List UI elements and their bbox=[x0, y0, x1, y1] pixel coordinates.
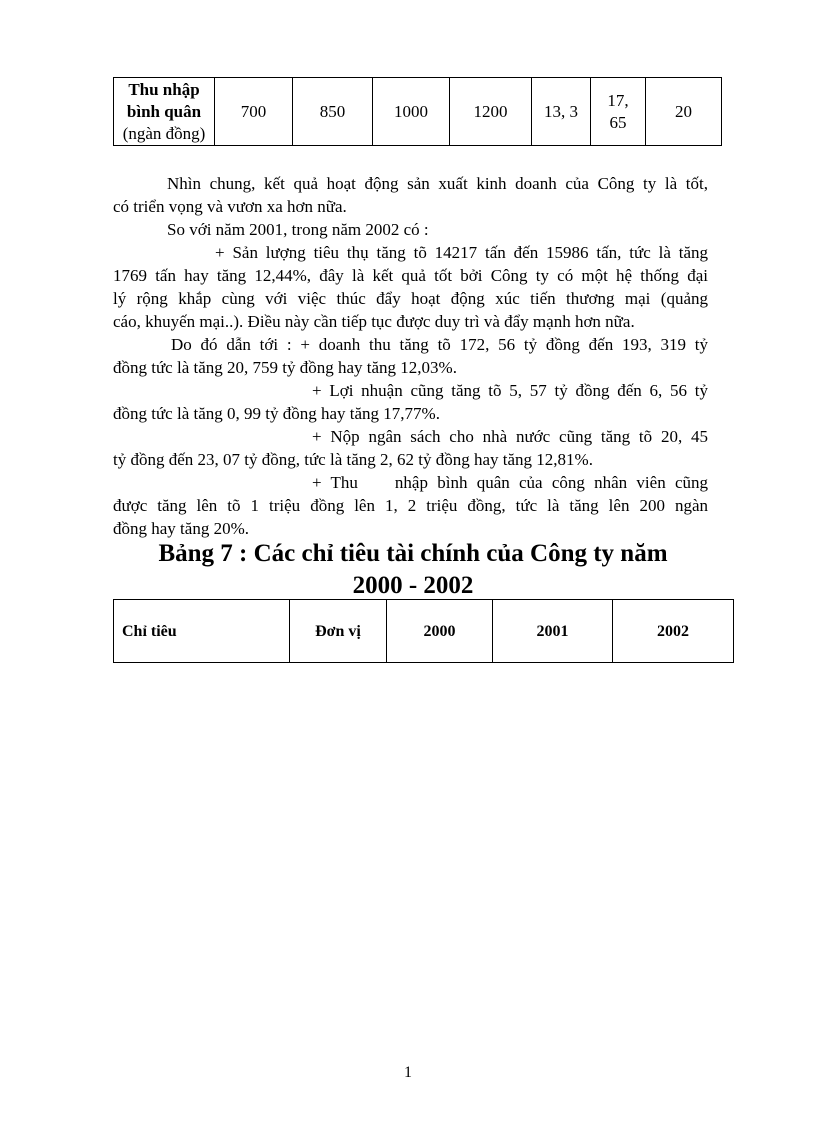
paragraph-line: cáo, khuyến mại..). Điều này cần tiếp tục được duy trì và đẩy mạnh hơn nữa. bbox=[113, 312, 635, 331]
table-cell: 1200 bbox=[450, 78, 532, 146]
table-row bbox=[114, 78, 722, 146]
table-header-row bbox=[114, 600, 734, 663]
paragraph-line: + Lợi nhuận cũng tăng tõ 5, 57 tỷ đồng đến 6, 56 tỷ bbox=[312, 381, 708, 400]
paragraph-line: Do đó dẫn tới : + doanh thu tăng tõ 172, 56 tỷ đồng đến 193, 319 tỷ bbox=[171, 335, 708, 354]
table-header-cell: Chỉ tiêu bbox=[114, 600, 290, 663]
paragraph-line: có triển vọng và vươn xa hơn nữa. bbox=[113, 197, 347, 216]
table-header-cell: 2000 bbox=[387, 600, 493, 663]
heading-line: Bảng 7 : Các chỉ tiêu tài chính của Công ty năm bbox=[158, 540, 668, 567]
paragraph-line: + Nộp ngân sách cho nhà nước cũng tăng tõ 20, 45 bbox=[312, 427, 708, 446]
paragraph-line: tỷ đồng đến 23, 07 tỷ đồng, tức là tăng 2, 62 tỷ đồng hay tăng 12,81%. bbox=[113, 450, 593, 469]
paragraph-line: + Sản lượng tiêu thụ tăng tõ 14217 tấn đến 15986 tấn, tức là tăng bbox=[215, 243, 708, 262]
paragraph-line: 1769 tấn hay tăng 12,44%, đây là kết quả tốt bởi Công ty có một hệ thống đại bbox=[113, 266, 708, 285]
page-number: 1 bbox=[404, 1064, 412, 1081]
table-cell: 850 bbox=[293, 78, 373, 146]
row-label-cell bbox=[114, 78, 215, 146]
paragraph-line: được tăng lên tõ 1 triệu đồng lên 1, 2 triệu đồng, tức là tăng lên 200 ngàn bbox=[113, 496, 708, 515]
row-label-line: bình quân bbox=[126, 101, 202, 121]
body-text bbox=[113, 172, 708, 540]
paragraph-line: đồng tức là tăng 20, 759 tỷ đồng hay tăng 12,03%. bbox=[113, 358, 457, 377]
paragraph-line: lý rộng khắp cùng với việc thúc đẩy hoạt động xúc tiến thương mại (quảng bbox=[113, 289, 708, 308]
table-cell: 20 bbox=[646, 78, 722, 146]
heading-line: 2000 - 2002 bbox=[352, 572, 474, 599]
paragraph-line: đồng tức là tăng 0, 99 tỷ đồng hay tăng 17,77%. bbox=[113, 404, 440, 423]
paragraph-line: Nhìn chung, kết quả hoạt động sản xuất kinh doanh của Công ty là tốt, bbox=[167, 174, 708, 193]
table-header-cell: 2002 bbox=[613, 600, 734, 663]
row-label-line: Thu nhập bbox=[128, 79, 200, 99]
table-heading bbox=[113, 538, 713, 602]
financial-indicators-table bbox=[113, 599, 734, 663]
table-cell: 1000 bbox=[373, 78, 450, 146]
paragraph-line: So với năm 2001, trong năm 2002 có : bbox=[167, 220, 429, 239]
table-cell: 13, 3 bbox=[532, 78, 591, 146]
table-cell: 17, 65 bbox=[591, 78, 646, 146]
paragraph-line: đồng hay tăng 20%. bbox=[113, 519, 249, 538]
paragraph-line: + Thu nhập bình quân của công nhân viên cũng bbox=[312, 473, 708, 492]
income-table bbox=[113, 77, 722, 146]
row-label-unit: (ngàn đồng) bbox=[122, 123, 206, 143]
table-header-cell: 2001 bbox=[493, 600, 613, 663]
table-header-cell: Đơn vị bbox=[290, 600, 387, 663]
table-cell: 700 bbox=[215, 78, 293, 146]
